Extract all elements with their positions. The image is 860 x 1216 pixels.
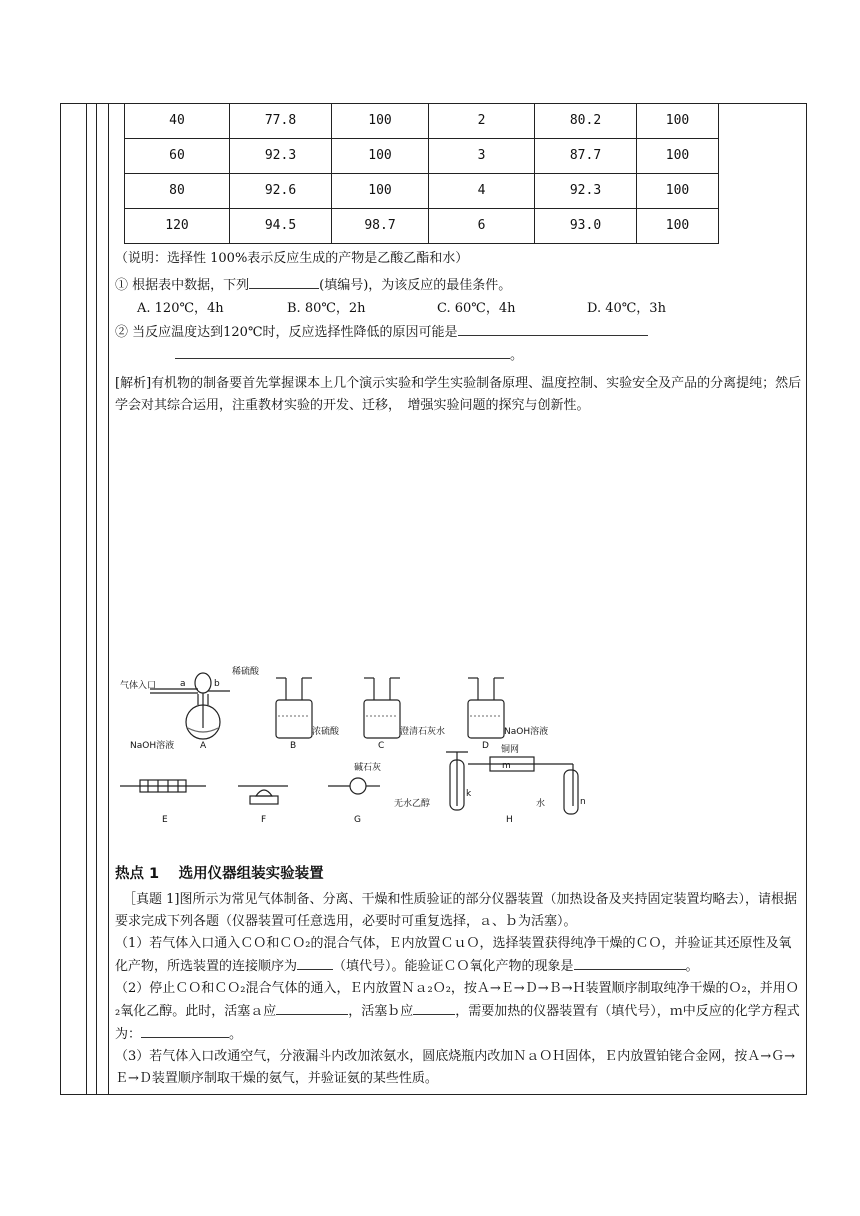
apparatus-d-bottle — [468, 678, 504, 738]
question-1-options — [137, 297, 803, 321]
label-soda-lime: 碱石灰 — [354, 763, 382, 773]
question-2-prefix: ② 当反应温度达到120℃时，反应选择性降低的原因可能是 — [115, 325, 458, 340]
label-conc-h2so4: 浓硫酸 — [312, 727, 340, 737]
answer-blank-7[interactable] — [141, 1023, 229, 1038]
data-table — [124, 103, 719, 244]
table-row — [125, 104, 719, 139]
analysis-text: [解析]有机物的制备要首先掌握课本上几个演示实验和学生实验制备原理、温度控制、实验安全及产品的分离提纯；然后学会对其综合运用，注重教材实验的开发、迁移， 增强实验问题的探究与创新性。 — [115, 376, 802, 413]
table-cell: 3 — [429, 139, 535, 174]
table-cell: 92.6 — [230, 174, 332, 209]
letter-c: C — [378, 741, 385, 751]
answer-blank-5[interactable] — [276, 1000, 348, 1015]
answer-blank-2[interactable] — [458, 321, 648, 336]
question-1-suffix: (填编号)，为该反应的最佳条件。 — [319, 278, 512, 293]
table-cell: 92.3 — [230, 139, 332, 174]
section-title: 热点 1 选用仪器组装实验装置 — [115, 866, 324, 882]
table-cell: 2 — [429, 104, 535, 139]
table-cell: 4 — [429, 174, 535, 209]
label-k: k — [466, 789, 472, 799]
table-cell: 100 — [332, 139, 429, 174]
column-divider-1 — [86, 103, 87, 1095]
table-cell: 92.3 — [535, 174, 637, 209]
question-2-line-2 — [175, 344, 803, 367]
question-1-prefix: ① 根据表中数据，下列 — [115, 278, 250, 293]
table-cell: 100 — [637, 209, 719, 244]
column-divider-3 — [108, 103, 109, 1095]
label-gas-inlet: 气体入口 — [120, 681, 157, 691]
q-section-2-part-a: （2）停止ＣＯ和ＣＯ₂混合气体的通入，Ｅ内放置Ｎａ₂Ｏ₂，按Ａ→Ｅ→Ｄ→Ｂ→Ｈ装置顺序制取纯净干燥的Ｏ₂，并用Ｏ₂氧化乙醇。此时，活塞ａ应 — [115, 981, 799, 1019]
apparatus-e-tube — [120, 780, 206, 792]
apparatus-g-drying-tube — [328, 778, 380, 794]
label-m: m — [502, 761, 511, 771]
table-cell: 100 — [637, 104, 719, 139]
answer-blank-6[interactable] — [413, 1000, 455, 1015]
table-cell: 60 — [125, 139, 230, 174]
section-intro: ［真题 1]图所示为常见气体制备、分离、干燥和性质验证的部分仪器装置（加热设备及夹持固定装置均略去），请根据要求完成下列各题（仪器装置可任意选用，必要时可重复选择，ａ、ｂ为活塞）。 — [115, 892, 797, 929]
apparatus-h-setup — [446, 752, 578, 814]
question-2-end: 。 — [510, 348, 524, 363]
table-row — [125, 209, 719, 244]
option-c: C. 60℃，4h — [437, 301, 516, 316]
label-ethanol: 无水乙醇 — [394, 799, 431, 809]
letter-h: H — [506, 815, 513, 825]
question-section-3: （3）若气体入口改通空气，分液漏斗内改加浓氨水，圆底烧瓶内改加ＮａＯＨ固体，Ｅ内放置铂铑合金网，按Ａ→Ｇ→Ｅ→Ｄ装置顺序制取干燥的氨气，并验证氨的某些性质。 — [115, 1049, 796, 1086]
table-cell: 100 — [332, 104, 429, 139]
table-cell: 120 — [125, 209, 230, 244]
column-divider-2 — [96, 103, 97, 1095]
table-cell: 6 — [429, 209, 535, 244]
table-cell: 100 — [637, 174, 719, 209]
letter-e: E — [162, 815, 168, 825]
table-cell: 98.7 — [332, 209, 429, 244]
q-section-1-part-b: （填代号）。能验证ＣＯ氧化产物的现象是 — [333, 959, 574, 974]
apparatus-figure — [118, 656, 738, 826]
question-section-2 — [115, 978, 803, 1046]
label-water: 水 — [536, 799, 546, 809]
answer-blank-2b[interactable] — [175, 344, 510, 359]
answer-blank-1[interactable] — [249, 274, 319, 289]
q-section-2-part-b: ，活塞ｂ应 — [348, 1004, 414, 1019]
q-section-2-part-e: 。 — [229, 1027, 243, 1042]
option-a: A. 120℃，4h — [137, 301, 224, 316]
content-area — [115, 103, 803, 1090]
label-valve-b: b — [214, 679, 220, 689]
letter-a: A — [200, 741, 207, 751]
q-section-2-part-d: （填代号），ｍ中反应的化学方程式为： — [115, 1004, 800, 1042]
answer-blank-3[interactable] — [297, 955, 333, 970]
label-dilute-acid: 稀硫酸 — [232, 667, 260, 677]
q-section-2-part-c: ，需要加热的仪器装置有 — [455, 1004, 599, 1019]
q-section-1-part-c: 。 — [685, 959, 699, 974]
table-cell: 80 — [125, 174, 230, 209]
table-cell: 40 — [125, 104, 230, 139]
letter-b: B — [290, 741, 297, 751]
table-cell: 77.8 — [230, 104, 332, 139]
table-row — [125, 174, 719, 209]
letter-f: F — [261, 815, 267, 825]
table-cell: 80.2 — [535, 104, 637, 139]
label-valve-a: a — [180, 679, 186, 689]
letter-d: D — [482, 741, 489, 751]
apparatus-c-bottle — [364, 678, 400, 738]
table-cell: 93.0 — [535, 209, 637, 244]
table-cell: 94.5 — [230, 209, 332, 244]
table-note: （说明：选择性 100%表示反应生成的产物是乙酸乙酯和水） — [115, 251, 469, 266]
label-naoh-d: NaOH溶液 — [504, 727, 549, 737]
apparatus-f-lamp — [238, 786, 288, 804]
question-2 — [115, 321, 803, 344]
letter-g: G — [354, 815, 361, 825]
option-b: B. 80℃，2h — [287, 301, 366, 316]
label-naoh-a: NaOH溶液 — [130, 741, 175, 751]
option-d: D. 40℃，3h — [587, 301, 666, 316]
table-cell: 100 — [332, 174, 429, 209]
apparatus-b-bottle — [276, 678, 312, 738]
table-cell: 100 — [637, 139, 719, 174]
label-limewater: 澄清石灰水 — [400, 727, 446, 737]
table-row — [125, 139, 719, 174]
label-copper-mesh: 铜网 — [501, 745, 520, 755]
table-cell: 87.7 — [535, 139, 637, 174]
q-section-1-part-a: （1）若气体入口通入ＣＯ和ＣＯ₂的混合气体，Ｅ内放置ＣｕＯ，选择装置获得纯净干燥的ＣＯ，并验证其还原性及氧化产物，所选装置的连接顺序为 — [115, 936, 792, 974]
answer-blank-4[interactable] — [574, 955, 686, 970]
question-section-1 — [115, 933, 803, 978]
label-n: n — [580, 797, 586, 807]
question-1 — [115, 274, 803, 297]
